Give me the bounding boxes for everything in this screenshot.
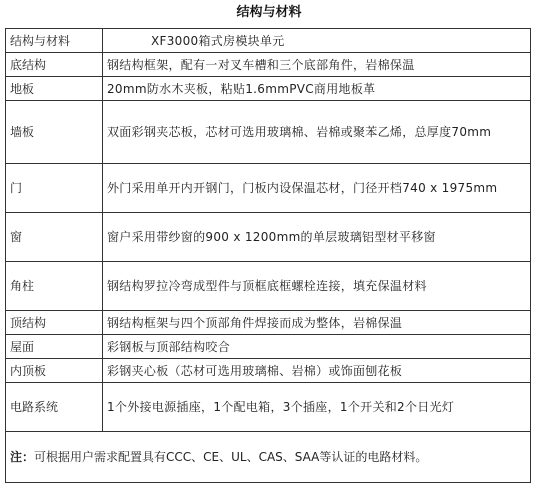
note-text: 可根据用户需求配置具有CCC、CE、UL、CAS、SAA等认证的电路材料。 (34, 450, 428, 464)
table-row (6, 383, 531, 432)
row-key-cell: 电路系统 (6, 383, 103, 432)
table-row (6, 262, 531, 311)
row-key-cell: 顶结构 (6, 311, 103, 335)
table-row (6, 359, 531, 383)
table-row (6, 53, 531, 77)
row-key-cell: 角柱 (6, 262, 103, 311)
table-row (6, 101, 531, 164)
row-value-cell: 外门采用单开内开钢门，门板内设保温芯材，门径开档740 x 1975mm (103, 164, 531, 213)
row-value-cell: 钢结构罗拉冷弯成型件与顶框底框螺栓连接，填充保温材料 (103, 262, 531, 311)
note-cell (6, 432, 531, 483)
table-row (6, 164, 531, 213)
header-key-cell: 结构与材料 (6, 29, 103, 53)
row-key-cell: 底结构 (6, 53, 103, 77)
table-row (6, 311, 531, 335)
table-row (6, 335, 531, 359)
row-value-cell: 1个外接电源插座，1个配电箱，3个插座，1个开关和2个日光灯 (103, 383, 531, 432)
row-key-cell: 地板 (6, 77, 103, 101)
row-key-cell: 内顶板 (6, 359, 103, 383)
table-row (6, 77, 531, 101)
header-value-cell: XF3000箱式房模块单元 (103, 29, 531, 53)
page-title: 结构与材料 (236, 5, 302, 20)
row-value-cell: 钢结构框架与四个顶部角件焊接而成为整体，岩棉保温 (103, 311, 531, 335)
row-value-cell: 钢结构框架，配有一对叉车槽和三个底部角件，岩棉保温 (103, 53, 531, 77)
row-value-cell: 窗户采用带纱窗的900 x 1200mm的单层玻璃铝型材平移窗 (103, 213, 531, 262)
row-value-cell: 彩钢夹心板（芯材可选用玻璃棉、岩棉）或饰面刨花板 (103, 359, 531, 383)
row-key-cell: 门 (6, 164, 103, 213)
row-value-cell: 双面彩钢夹芯板，芯材可选用玻璃棉、岩棉或聚苯乙烯，总厚度70mm (103, 101, 531, 164)
table-row (6, 213, 531, 262)
note-row (6, 432, 531, 483)
table-header-row (6, 29, 531, 53)
row-value-cell: 彩钢板与顶部结构咬合 (103, 335, 531, 359)
row-key-cell: 墙板 (6, 101, 103, 164)
note-label: 注： (10, 450, 35, 464)
row-key-cell: 窗 (6, 213, 103, 262)
spec-table (5, 28, 531, 483)
row-value-cell: 20mm防水木夹板，粘贴1.6mmPVC商用地板革 (103, 77, 531, 101)
row-key-cell: 屋面 (6, 335, 103, 359)
